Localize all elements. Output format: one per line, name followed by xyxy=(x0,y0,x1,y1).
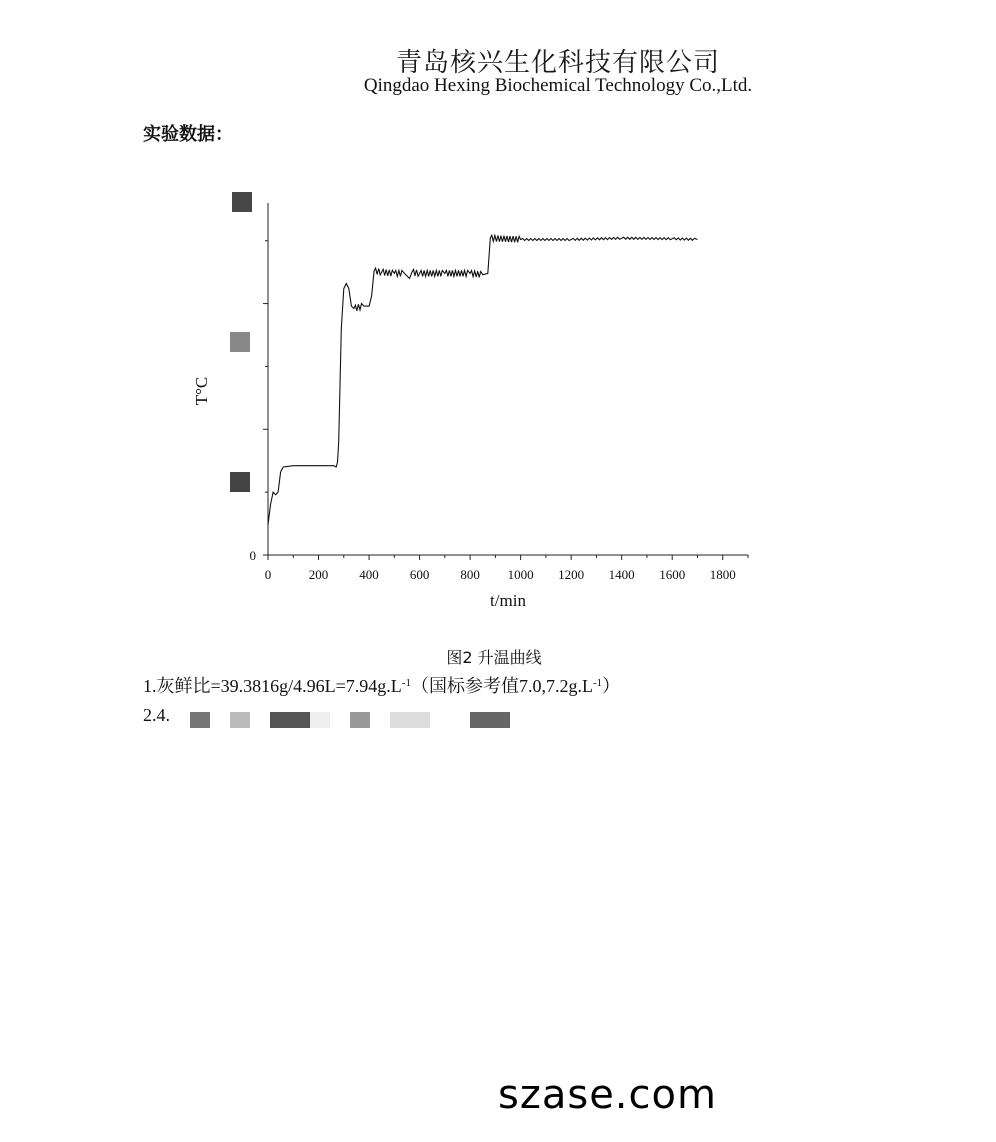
ratio-exponent: -1 xyxy=(401,677,411,689)
redacted-block xyxy=(230,712,250,728)
ratio-line xyxy=(143,672,620,698)
x-tick-label: 0 xyxy=(264,567,272,582)
redacted-block xyxy=(190,712,210,728)
x-tick-label: 800 xyxy=(460,567,480,582)
y-axis-label: T°C xyxy=(192,376,211,406)
x-tick-label: 400 xyxy=(359,567,379,582)
ratio-reference: （国标参考值7.0,7.2g.L xyxy=(410,676,593,696)
x-tick-label: 600 xyxy=(409,567,430,582)
redacted-block xyxy=(390,712,430,728)
x-tick-label: 1800 xyxy=(709,567,736,582)
x-tick-label: 1000 xyxy=(507,567,534,582)
y-tick-label-redacted xyxy=(230,472,250,492)
ratio-close-paren: ） xyxy=(602,676,621,696)
y-tick-label: 0 xyxy=(249,548,256,563)
chart-ticks xyxy=(250,241,749,582)
item-two-line xyxy=(143,705,170,726)
y-tick-label-redacted xyxy=(232,192,252,212)
redacted-block xyxy=(470,712,510,728)
x-axis-label: t/min xyxy=(490,591,526,610)
x-tick-label: 1400 xyxy=(608,567,635,582)
company-name-english: Qingdao Hexing Biochemical Technology Co.,Ltd. xyxy=(363,75,753,96)
x-tick-label: 1200 xyxy=(558,567,585,582)
figure-caption: 图2 升温曲线 xyxy=(446,648,542,667)
redacted-block xyxy=(310,712,330,728)
x-tick-label: 1600 xyxy=(659,567,686,582)
temperature-chart xyxy=(185,185,765,615)
redacted-block xyxy=(270,712,310,728)
chart-series xyxy=(268,235,698,525)
x-tick-label: 200 xyxy=(308,567,329,582)
ratio-reference-exponent: -1 xyxy=(592,677,603,689)
section-heading: 实验数据： xyxy=(143,124,233,145)
item-two-prefix: 2.4. xyxy=(143,705,170,725)
redacted-block xyxy=(350,712,370,728)
temperature-line xyxy=(268,235,698,525)
y-tick-label-redacted xyxy=(230,332,250,352)
company-name-chinese: 青岛核兴生化科技有限公司 xyxy=(395,48,720,78)
watermark-text: szase.com xyxy=(498,1072,717,1118)
ratio-text: 1.灰鲜比=39.3816g/4.96L=7.94g.L xyxy=(143,676,402,696)
